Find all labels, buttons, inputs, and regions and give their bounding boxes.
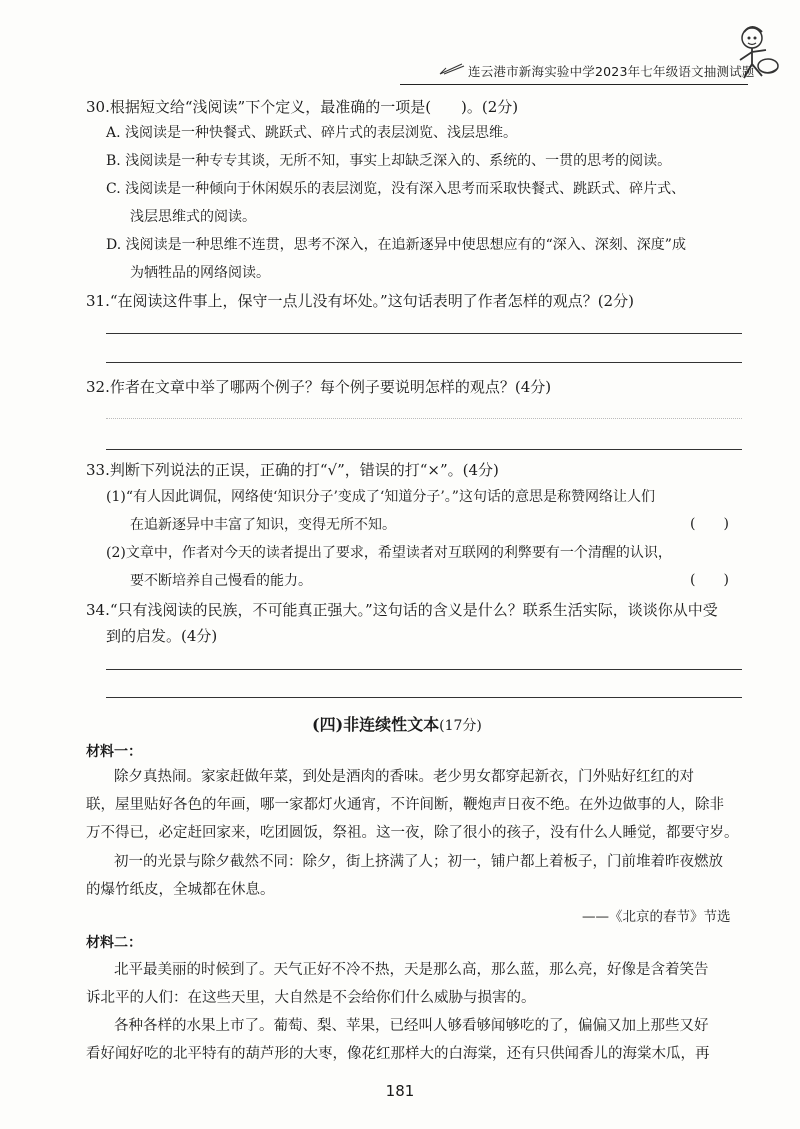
material-1-line: 初一的光景与除夕截然不同：除夕，街上挤满了人；初一，铺户都上着板子，门前堆着昨夜燃放 — [114, 854, 723, 870]
answer-line[interactable] — [106, 697, 742, 698]
answer-line[interactable] — [106, 362, 742, 363]
answer-blank[interactable]: ( ) — [690, 516, 729, 532]
answer-line[interactable] — [106, 418, 742, 419]
q30-option-c: C. 浅阅读是一种倾向于休闲娱乐的表层浏览，没有深入思考而采取快餐式、跳跃式、碎片式、 — [106, 181, 686, 197]
page-number: 181 — [385, 1082, 415, 1100]
section-points: (17分) — [439, 718, 482, 734]
section-title — [312, 712, 482, 735]
q33-item-2-cont: 要不断培养自己慢看的能力。 — [130, 573, 312, 589]
material-2-line: 北平最美丽的时候到了。天气正好不冷不热，天是那么高，那么蓝，那么亮，好像是含着笑告 — [114, 962, 709, 978]
q33-item-2: (2)文章中，作者对今天的读者提出了要求，希望读者对互联网的利弊要有一个清醒的认识， — [106, 545, 672, 561]
q33-item-1: (1)“有人因此调侃，网络使‘知识分子’变成了‘知道分子’。”这句话的意思是称赞网络让人们 — [106, 489, 655, 505]
q33-stem: 33.判断下列说法的正误，正确的打“√”，错误的打“×”。(4分) — [86, 461, 499, 479]
material-2-line: 诉北平的人们：在这些天里，大自然是不会给你们什么威胁与损害的。 — [86, 990, 536, 1006]
material-1-line: 的爆竹纸皮，全城都在休息。 — [86, 882, 275, 898]
answer-line[interactable] — [106, 449, 742, 450]
q31-stem: 31.“在阅读这件事上，保守一点儿没有坏处。”这句话表明了作者怎样的观点？(2分) — [86, 292, 634, 310]
header-rule — [400, 84, 748, 85]
q30-option-b: B. 浅阅读是一种专专其谈，无所不知，事实上却缺乏深入的、系统的、一贯的思考的阅读。 — [106, 153, 672, 169]
q30-option-d-cont: 为牺牲品的网络阅读。 — [130, 265, 270, 281]
q34-stem: 34.“只有浅阅读的民族，不可能真正强大。”这句话的含义是什么？联系生活实际，谈谈你从中受 — [86, 601, 718, 619]
q30-option-c-cont: 浅层思维式的阅读。 — [130, 209, 256, 225]
answer-line[interactable] — [106, 669, 742, 670]
material-1-source: ——《北京的春节》节选 — [582, 909, 731, 925]
material-2-line: 各种各样的水果上市了。葡萄、梨、苹果，已经叫人够看够闻够吃的了，偏偏又加上那些又好 — [114, 1018, 709, 1034]
q30-option-a: A. 浅阅读是一种快餐式、跳跃式、碎片式的表层浏览、浅层思维。 — [106, 125, 518, 141]
q32-stem: 32.作者在文章中举了哪两个例子？每个例子要说明怎样的观点？(4分) — [86, 378, 552, 396]
section-title-text: (四)非连续性文本 — [312, 715, 440, 734]
material-1-line: 联，屋里贴好各色的年画，哪一家都灯火通宵，不许间断，鞭炮声日夜不绝。在外边做事的人，除非 — [86, 797, 724, 813]
material-1-line: 除夕真热闹。家家赶做年菜，到处是酒肉的香味。老少男女都穿起新衣，门外贴好红红的对 — [114, 769, 694, 785]
q33-item-1-cont: 在追新逐异中丰富了知识，变得无所不知。 — [130, 517, 396, 533]
pen-icon — [438, 62, 466, 76]
answer-line[interactable] — [106, 333, 742, 334]
header-title: 连云港市新海实验中学2023年七年级语文抽测试题 — [468, 64, 755, 79]
q30-option-d: D. 浅阅读是一种思维不连贯，思考不深入，在追新逐异中使思想应有的“深入、深刻、深度”成 — [106, 237, 686, 253]
q30-stem: 30.根据短文给“浅阅读”下个定义，最准确的一项是( )。(2分) — [86, 98, 519, 116]
material-1-label: 材料一： — [86, 744, 142, 760]
material-2-label: 材料二： — [86, 935, 142, 951]
q34-stem-cont: 到的启发。(4分) — [106, 627, 218, 645]
material-1-line: 万不得已，必定赶回家来，吃团圆饭，祭祖。这一夜，除了很小的孩子，没有什么人睡觉，都要守岁。 — [86, 825, 739, 841]
answer-blank[interactable]: ( ) — [690, 572, 729, 588]
material-2-line: 看好闻好吃的北平特有的葫芦形的大枣，像花红那样大的白海棠，还有只供闻香儿的海棠木瓜，再 — [86, 1046, 710, 1062]
